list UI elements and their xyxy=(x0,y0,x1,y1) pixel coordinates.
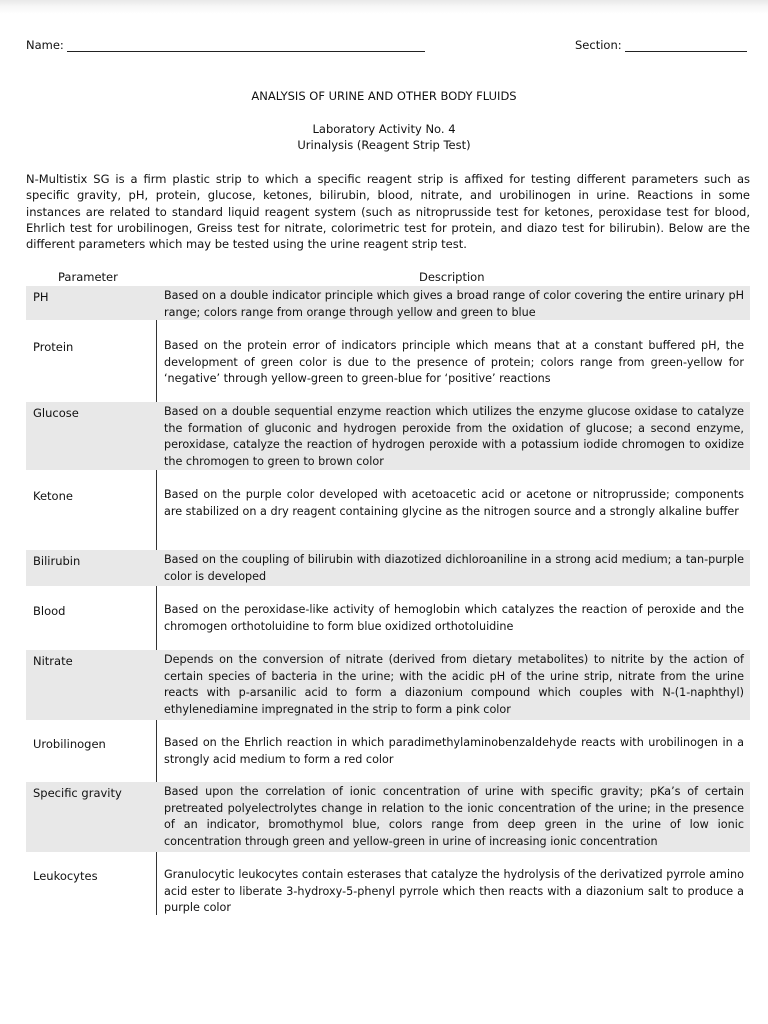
parameter-cell: PH xyxy=(33,290,49,304)
table-row-blood xyxy=(26,600,750,636)
column-header-description: Description xyxy=(419,270,485,284)
description-cell: Based on the Ehrlich reaction in which paradimethylaminobenzaldehyde reacts with urobilinogen in a strongly acid medium to form a red color xyxy=(164,736,744,766)
activity-number: Laboratory Activity No. 4 xyxy=(312,122,456,136)
intro-paragraph: N-Multistix SG is a firm plastic strip to which a specific reagent strip is affixed for testing different parameters such as specific gravity, pH, protein, glucose, ketones, bilirubin, blood, nitrate, and urobilinogen in urine. Reactions in some instances are related to standard liquid reagent system (such as nitroprusside test for ketones, peroxidase test for blood, Ehrlich test for urobilinogen, Greiss test for nitrate, colorimetric test for protein, and diazo test for bilirubin). Below are the different parameters which may be tested using the urine reagent strip test. xyxy=(26,172,750,252)
document-title: ANALYSIS OF URINE AND OTHER BODY FLUIDS xyxy=(251,89,517,103)
description-cell: Granulocytic leukocytes contain esterases that catalyze the hydrolysis of the derivatized pyrrole amino acid ester to liberate 3-hydroxy-5-phenyl pyrrole which then reacts with a diazonium salt to produce a purple color xyxy=(164,868,744,914)
parameter-cell: Glucose xyxy=(33,406,79,420)
description-cell: Based on a double sequential enzyme reaction which utilizes the enzyme glucose oxidase to catalyze the formation of gluconic and hydrogen peroxide from the oxidation of glucose; a second enzyme, peroxidase, catalyze the reaction of hydrogen peroxide with a potassium iodide chromogen to oxidize the chromogen to green to brown color xyxy=(164,405,744,468)
section-blank-line[interactable] xyxy=(625,39,747,52)
name-blank-line[interactable] xyxy=(67,39,425,52)
section-field[interactable] xyxy=(575,38,747,52)
description-cell: Based on the purple color developed with acetoacetic acid or acetone or nitroprusside; components are stabilized on a dry reagent containing glycine as the nitrogen source and a strongly alkaline buffer xyxy=(164,488,744,518)
parameter-cell: Bilirubin xyxy=(33,554,81,568)
table-row-bilirubin xyxy=(26,550,750,586)
name-label: Name: xyxy=(26,38,64,52)
parameter-cell: Protein xyxy=(33,340,74,354)
table-row-glucose xyxy=(26,402,750,470)
column-header-parameter: Parameter xyxy=(58,270,118,284)
table-row-leukocytes xyxy=(26,865,750,917)
parameter-cell: Urobilinogen xyxy=(33,737,106,751)
description-cell: Based on the coupling of bilirubin with diazotized dichloroaniline in a strong acid medium; a tan-purple color is developed xyxy=(164,553,744,583)
table-row-urobilinogen xyxy=(26,733,750,769)
parameter-cell: Blood xyxy=(33,604,66,618)
section-label: Section: xyxy=(575,38,622,52)
name-field[interactable] xyxy=(26,38,425,52)
table-row-ketone xyxy=(26,485,750,537)
table-row-protein xyxy=(26,336,750,390)
table-row-ph xyxy=(26,286,750,320)
description-cell: Based on the peroxidase-like activity of hemoglobin which catalyzes the reaction of peroxide and the chromogen orthotoluidine to form blue oxidized orthotoluidine xyxy=(164,603,744,633)
parameter-cell: Ketone xyxy=(33,489,73,503)
description-cell: Based upon the correlation of ionic concentration of urine with specific gravity; pKa’s of certain pretreated polyelectrolytes change in relation to the ionic concentration of the urine; in the presence of an indicator, bromothymol blue, colors range from deep green in the urine of low ionic concentration through green and yellow-green in urine of increasing ionic concentration xyxy=(164,785,744,848)
description-cell: Depends on the conversion of nitrate (derived from dietary metabolites) to nitrite by the action of certain species of bacteria in the urine; with the acidic pH of the urine strip, nitrate from the urine reacts with p-arsanilic acid to form a diazonium compound which couples with N-(1-naphthyl) ethylenediamine impregnated in the strip to form a pink color xyxy=(164,653,744,716)
table-row-nitrate xyxy=(26,650,750,720)
description-cell: Based on a double indicator principle which gives a broad range of color covering the entire urinary pH range; colors range from orange through yellow and green to blue xyxy=(164,289,744,319)
parameter-cell: Nitrate xyxy=(33,654,73,668)
parameter-cell: Specific gravity xyxy=(33,786,122,800)
parameter-cell: Leukocytes xyxy=(33,869,98,883)
table-row-specific-gravity xyxy=(26,782,750,852)
activity-name: Urinalysis (Reagent Strip Test) xyxy=(297,138,471,152)
description-cell: Based on the protein error of indicators principle which means that at a constant buffered pH, the development of green color is due to the presence of protein; colors range from green-yellow for ‘negative’ through yellow-green to green-blue for ‘positive’ reactions xyxy=(164,339,744,385)
